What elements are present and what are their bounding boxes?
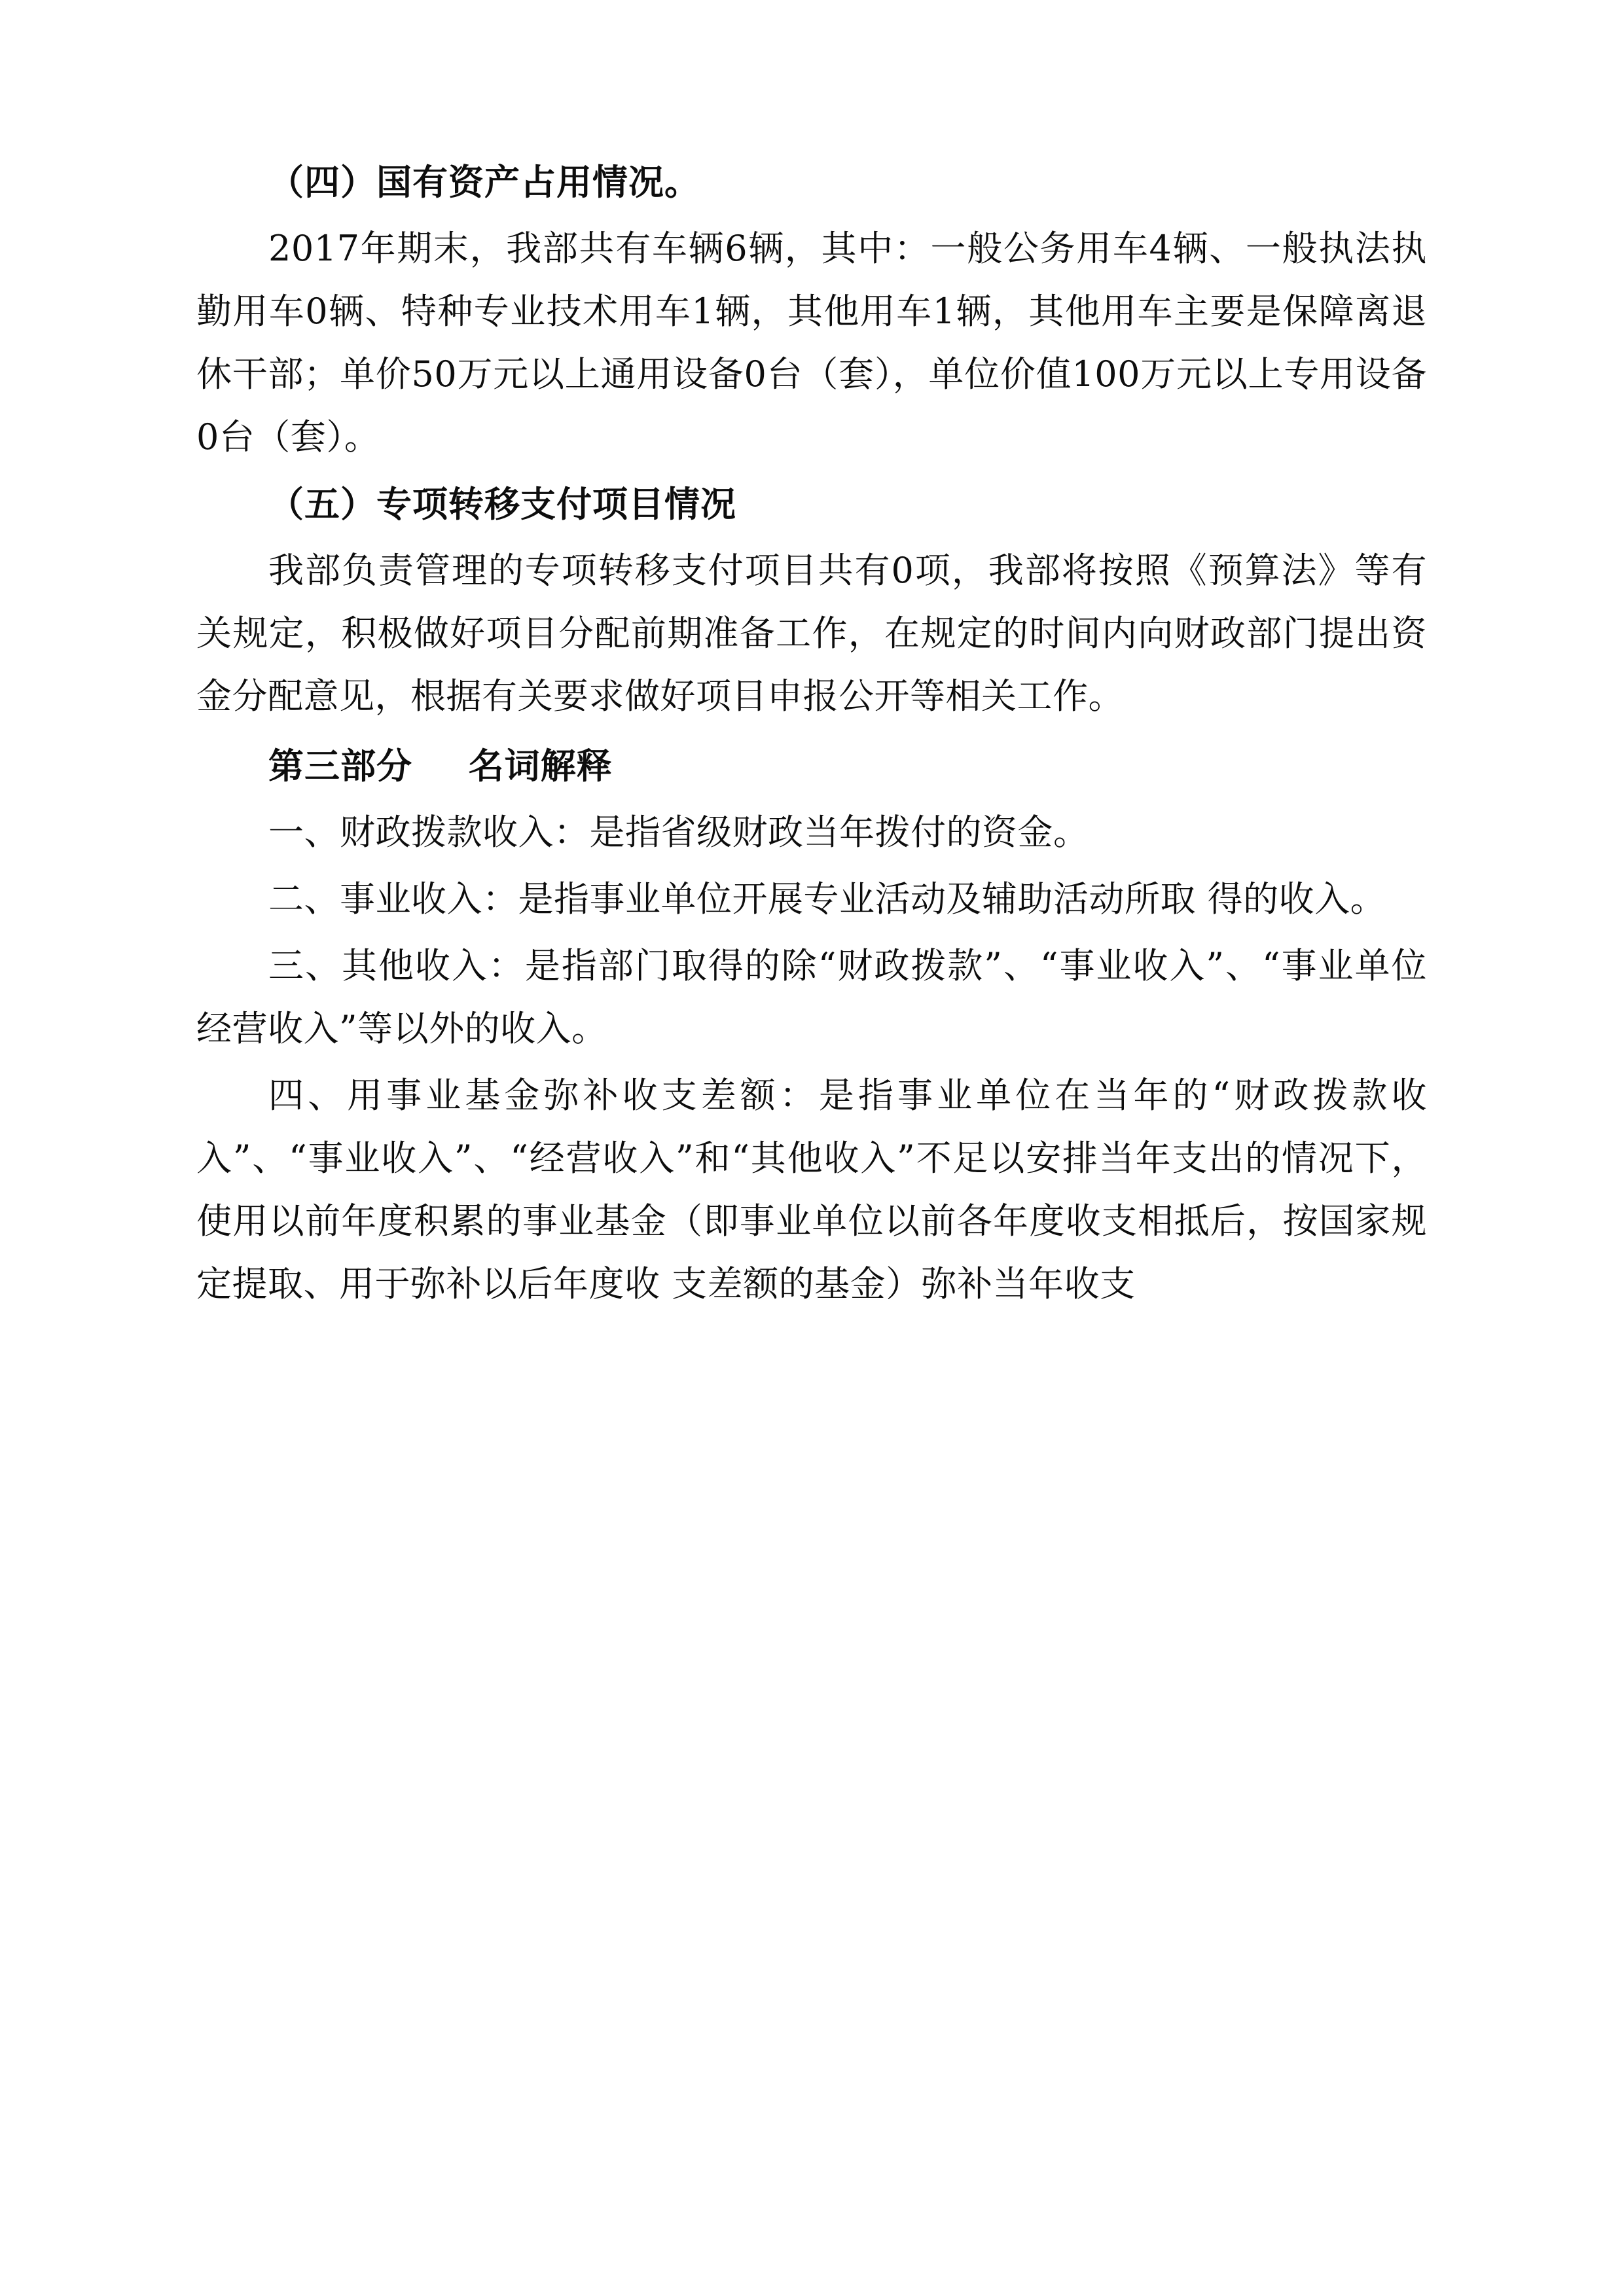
paragraph-term-two: 二、事业收入：是指事业单位开展专业活动及辅助活动所取 得的收入。 — [268, 878, 1386, 920]
paragraph-special-transfer: 我部负责管理的专项转移支付项目共有0项，我部将按照《预算法》等有关规定，积极做好项目分配前期准备工作，在规定的时间内向财政部门提出资金分配意见，根据有关要求做好项目申报公开等相关工作。 — [196, 550, 1427, 717]
paragraph-term-four: 四、用事业基金弥补收支差额：是指事业单位在当年的“财政拨款收入”、“事业收入”、“经营收入”和“其他收入”不足以安排当年支出的情况下，使用以前年度积累的事业基金（即事业单位以前各年度收支相抵后，按国家规定提取、用于弥补以后年度收 支差额的基金）弥补当年收支 — [196, 1075, 1427, 1304]
document-body — [196, 151, 1427, 1316]
paragraph-term-three: 三、其他收入：是指部门取得的除“财政拨款”、“事业收入”、“事业单位经营收入”等以外的收入。 — [196, 945, 1427, 1049]
section-title-part-three — [196, 734, 1427, 797]
paragraph-term-one: 一、财政拨款收入：是指省级财政当年拨付的资金。 — [268, 812, 1089, 853]
paragraph-state-assets: 2017年期末，我部共有车辆6辆，其中：一般公务用车4辆、一般执法执勤用车0辆、特种专业技术用车1辆，其他用车1辆，其他用车主要是保障离退休干部；单价50万元以上通用设备0台（套），单位价值100万元以上专用设备0台（套）。 — [196, 228, 1427, 457]
section-title-label: 第三部分 — [268, 745, 412, 787]
heading-state-assets: （四）国有资产占用情况。 — [268, 161, 700, 203]
heading-special-transfer: （五）专项转移支付项目情况 — [268, 483, 736, 525]
section-title-subject: 名词解释 — [468, 745, 613, 787]
